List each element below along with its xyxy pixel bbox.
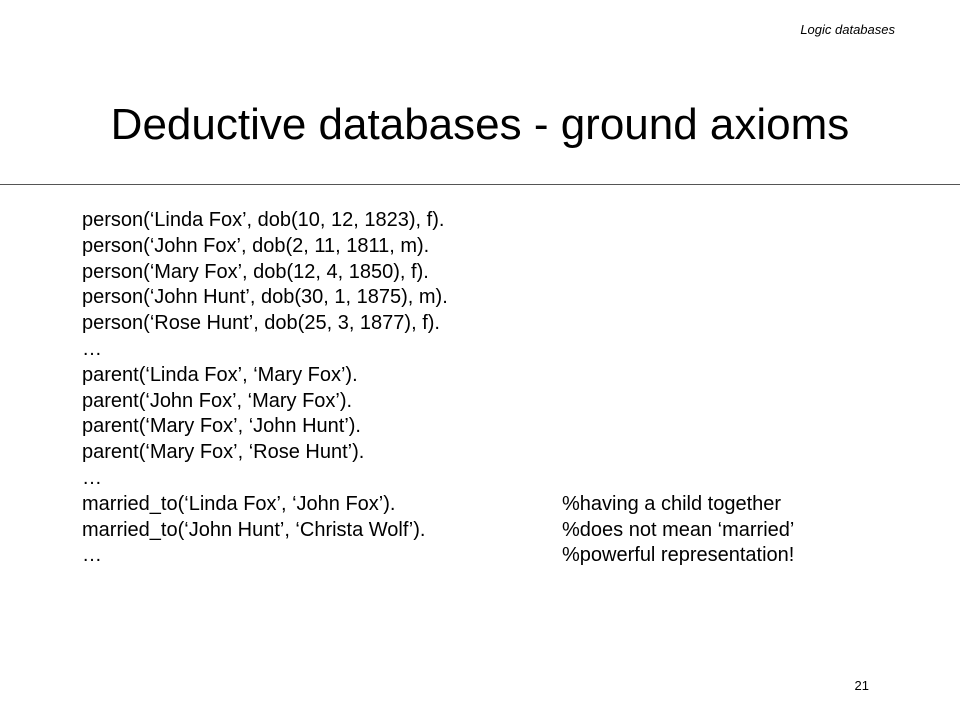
- code-line: [82, 492, 902, 518]
- code-line: [82, 363, 902, 389]
- code-text: person(‘John Hunt’, dob(30, 1, 1875), m).: [82, 286, 448, 309]
- code-text: person(‘Rose Hunt’, dob(25, 3, 1877), f).: [82, 312, 440, 335]
- slide-title: Deductive databases - ground axioms: [110, 100, 850, 149]
- page-number: 21: [854, 678, 869, 693]
- code-line: [82, 208, 902, 234]
- code-line: [82, 440, 902, 466]
- code-text: parent(‘John Fox’, ‘Mary Fox’).: [82, 389, 353, 412]
- code-text: married_to(‘John Hunt’, ‘Christa Wolf’).: [82, 518, 426, 541]
- code-line: [82, 234, 902, 260]
- header-label: Logic databases: [800, 22, 895, 37]
- code-comment: %does not mean ‘married’: [562, 518, 795, 541]
- code-line: [82, 414, 902, 440]
- code-text: married_to(‘Linda Fox’, ‘John Fox’).: [82, 492, 396, 515]
- code-text: …: [82, 544, 102, 567]
- code-text: person(‘Mary Fox’, dob(12, 4, 1850), f).: [82, 260, 429, 283]
- code-listing: [82, 208, 902, 569]
- code-comment: %having a child together: [562, 492, 782, 515]
- code-text: person(‘Linda Fox’, dob(10, 12, 1823), f).: [82, 209, 445, 231]
- code-line: [82, 543, 902, 569]
- code-text: person(‘John Fox’, dob(2, 11, 1811, m).: [82, 234, 430, 257]
- code-text: parent(‘Linda Fox’, ‘Mary Fox’).: [82, 363, 358, 386]
- code-text: …: [82, 337, 102, 360]
- code-line: [82, 389, 902, 415]
- code-line: [82, 518, 902, 544]
- code-line: [82, 260, 902, 286]
- code-text: …: [82, 466, 102, 489]
- code-line: [82, 285, 902, 311]
- code-line: [82, 311, 902, 337]
- code-comment: %powerful representation!: [562, 544, 795, 567]
- code-line: [82, 466, 902, 492]
- code-text: parent(‘Mary Fox’, ‘John Hunt’).: [82, 415, 361, 438]
- code-line: [82, 337, 902, 363]
- title-divider: [0, 184, 960, 185]
- code-text: parent(‘Mary Fox’, ‘Rose Hunt’).: [82, 441, 365, 464]
